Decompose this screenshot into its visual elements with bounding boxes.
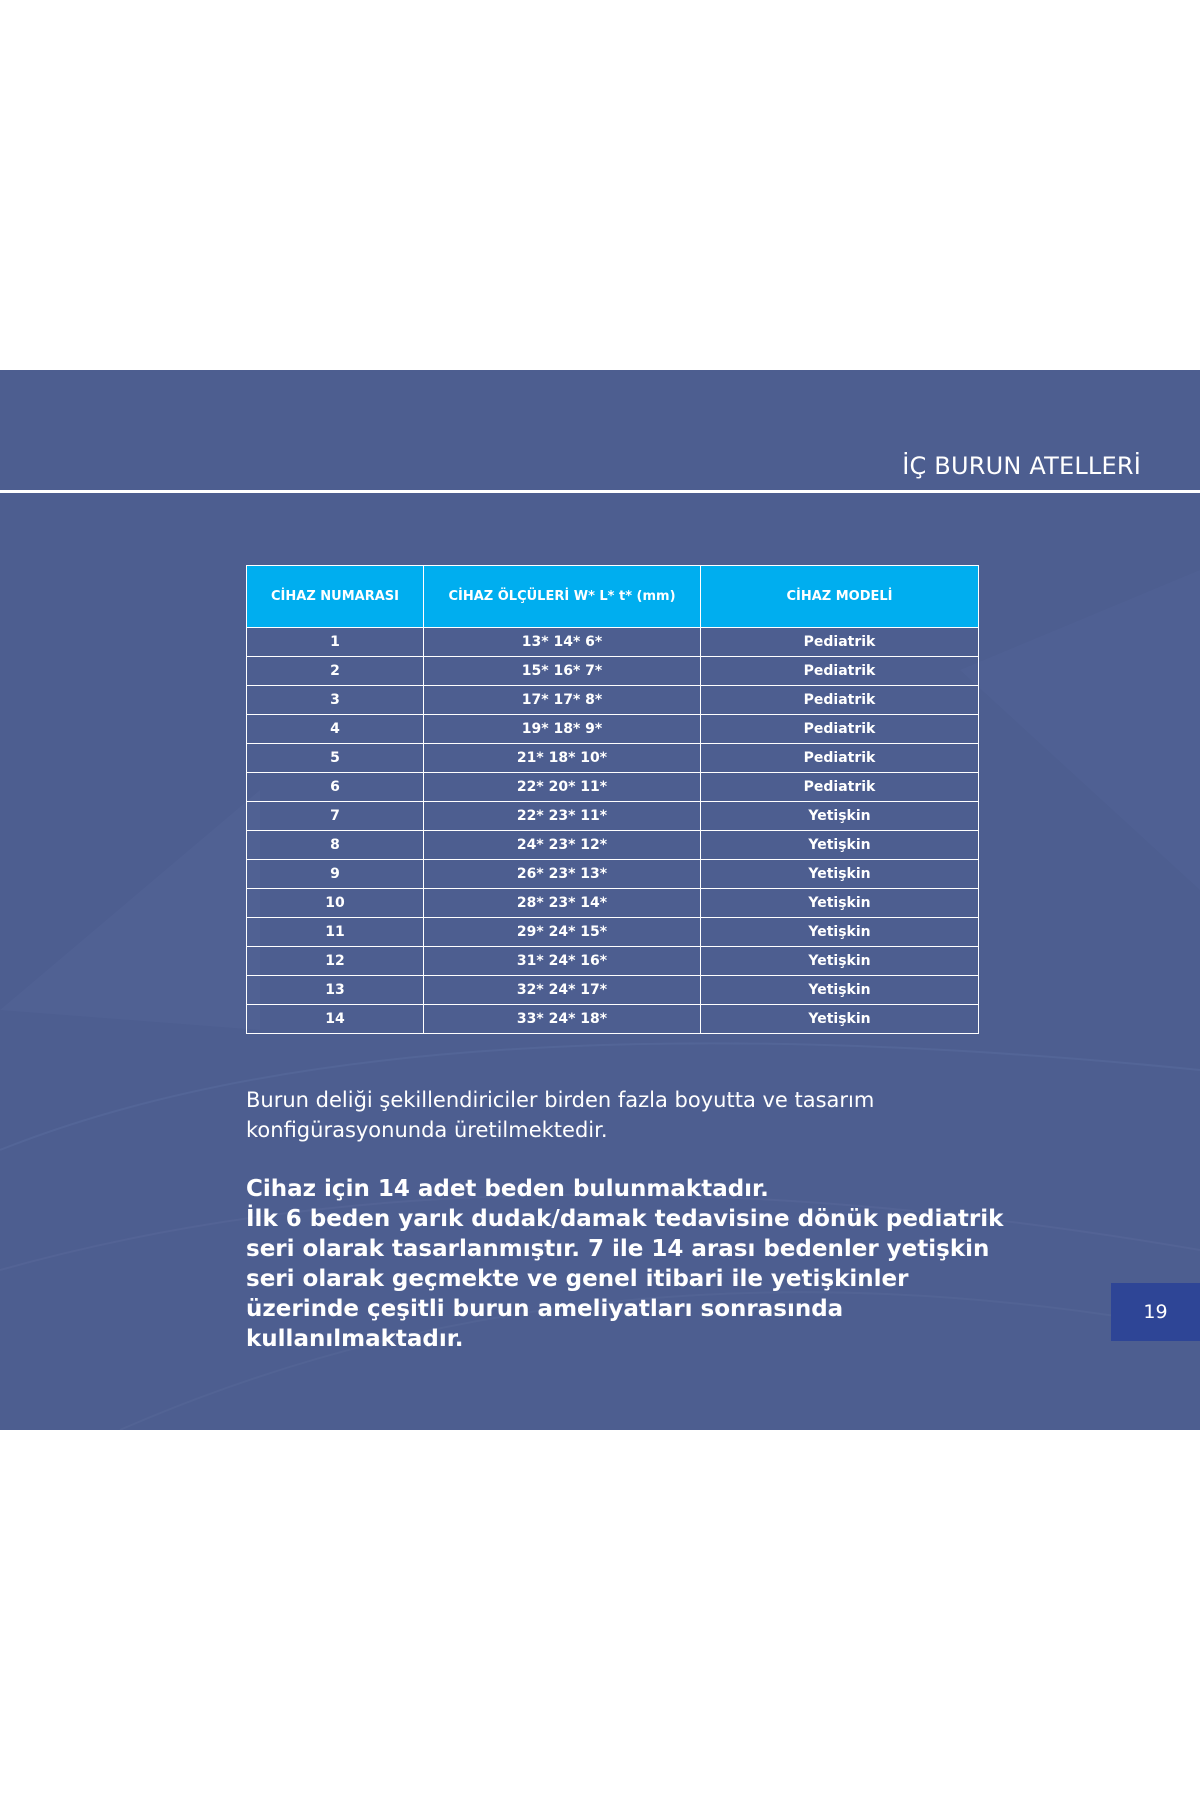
cell-device-number: 12 [247, 947, 424, 976]
cell-device-dimensions: 24* 23* 12* [424, 831, 701, 860]
cell-device-number: 7 [247, 802, 424, 831]
cell-device-number: 8 [247, 831, 424, 860]
cell-device-dimensions: 13* 14* 6* [424, 628, 701, 657]
cell-device-model: Pediatrik [701, 744, 979, 773]
summary-text [246, 1174, 1006, 1354]
table-row [247, 744, 979, 773]
table-row [247, 802, 979, 831]
table-row [247, 889, 979, 918]
table-row [247, 831, 979, 860]
cell-device-number: 9 [247, 860, 424, 889]
table-row [247, 628, 979, 657]
table-row [247, 657, 979, 686]
cell-device-number: 6 [247, 773, 424, 802]
cell-device-model: Yetişkin [701, 802, 979, 831]
cell-device-number: 13 [247, 976, 424, 1005]
header-device-number: CİHAZ NUMARASI [247, 566, 424, 628]
cell-device-dimensions: 31* 24* 16* [424, 947, 701, 976]
cell-device-model: Pediatrik [701, 686, 979, 715]
page-number-badge: 19 [1111, 1283, 1200, 1341]
cell-device-number: 1 [247, 628, 424, 657]
table-row [247, 686, 979, 715]
cell-device-dimensions: 19* 18* 9* [424, 715, 701, 744]
cell-device-model: Yetişkin [701, 860, 979, 889]
cell-device-dimensions: 22* 23* 11* [424, 802, 701, 831]
summary-line-2: İlk 6 beden yarık dudak/damak tedavisine dönük pediatrik seri olarak tasarlanmıştır. 7 ile 14 arası bedenler yetişkin seri olarak geçmekte ve genel itibari ile yetişkinler üzerinde çeşitli burun ameliyatları sonrasında kullanılmaktadır. [246, 1206, 1004, 1352]
title-divider [0, 490, 1200, 493]
cell-device-model: Yetişkin [701, 918, 979, 947]
cell-device-model: Yetişkin [701, 976, 979, 1005]
cell-device-dimensions: 22* 20* 11* [424, 773, 701, 802]
header-device-dimensions: CİHAZ ÖLÇÜLERİ W* L* t* (mm) [424, 566, 701, 628]
table-row [247, 947, 979, 976]
cell-device-dimensions: 17* 17* 8* [424, 686, 701, 715]
cell-device-number: 4 [247, 715, 424, 744]
cell-device-model: Pediatrik [701, 773, 979, 802]
cell-device-number: 14 [247, 1005, 424, 1034]
cell-device-model: Yetişkin [701, 947, 979, 976]
cell-device-number: 10 [247, 889, 424, 918]
cell-device-model: Pediatrik [701, 628, 979, 657]
content-panel [0, 370, 1200, 1430]
cell-device-number: 2 [247, 657, 424, 686]
header-device-model: CİHAZ MODELİ [701, 566, 979, 628]
table-row [247, 715, 979, 744]
table-row [247, 860, 979, 889]
cell-device-model: Pediatrik [701, 657, 979, 686]
cell-device-dimensions: 32* 24* 17* [424, 976, 701, 1005]
cell-device-dimensions: 15* 16* 7* [424, 657, 701, 686]
cell-device-dimensions: 29* 24* 15* [424, 918, 701, 947]
table-header-row [247, 566, 979, 628]
table-body [247, 628, 979, 1034]
intro-text: Burun deliği şekillendiriciler birden fazla boyutta ve tasarım konfigürasyonunda üretilmektedir. [246, 1088, 875, 1142]
table-row [247, 976, 979, 1005]
summary-line-1: Cihaz için 14 adet beden bulunmaktadır. [246, 1176, 769, 1202]
cell-device-number: 5 [247, 744, 424, 773]
table-row [247, 1005, 979, 1034]
section-title: İÇ BURUN ATELLERİ [902, 452, 1141, 480]
cell-device-model: Yetişkin [701, 889, 979, 918]
cell-device-number: 3 [247, 686, 424, 715]
table-row [247, 773, 979, 802]
cell-device-dimensions: 21* 18* 10* [424, 744, 701, 773]
cell-device-model: Yetişkin [701, 831, 979, 860]
cell-device-dimensions: 28* 23* 14* [424, 889, 701, 918]
cell-device-dimensions: 33* 24* 18* [424, 1005, 701, 1034]
cell-device-model: Yetişkin [701, 1005, 979, 1034]
cell-device-number: 11 [247, 918, 424, 947]
device-size-table [246, 565, 979, 1034]
table-row [247, 918, 979, 947]
cell-device-model: Pediatrik [701, 715, 979, 744]
cell-device-dimensions: 26* 23* 13* [424, 860, 701, 889]
